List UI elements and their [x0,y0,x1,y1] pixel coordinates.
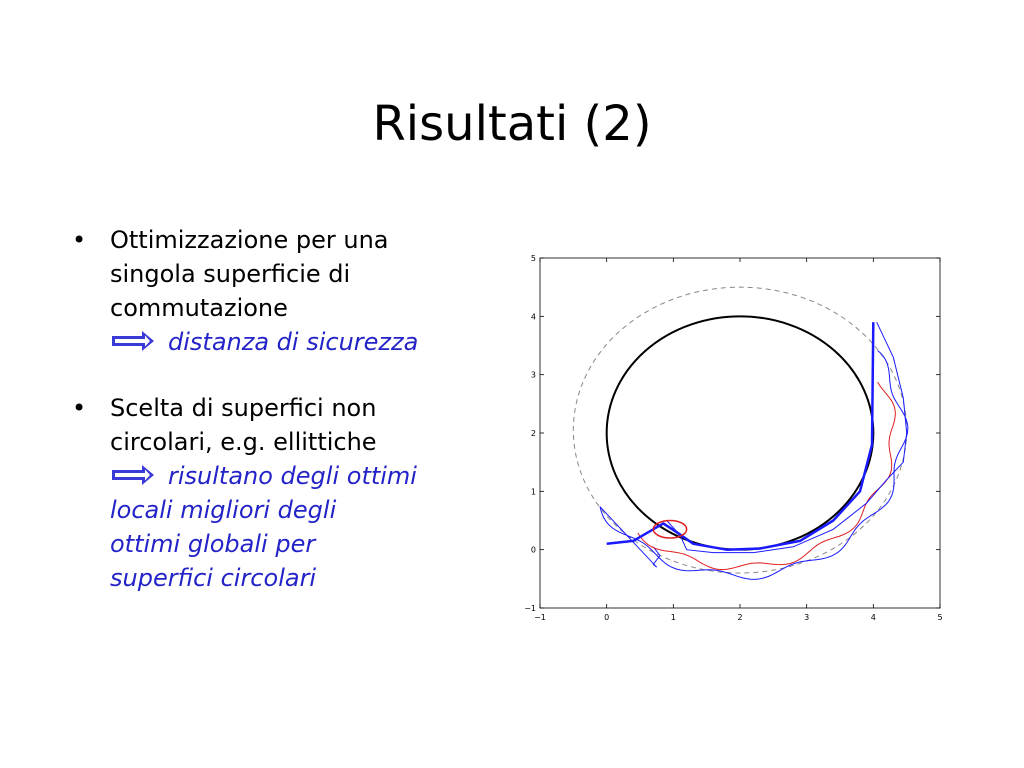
y-tick-label: 3 [530,370,536,380]
bullet-marker: • [72,226,87,254]
x-tick-label: −1 [534,613,546,620]
blue-return-trajectory [667,322,907,552]
trajectory-plot [520,250,950,620]
x-tick-label: 4 [870,613,876,620]
result-line: superfici circolari [110,564,317,592]
plot-border [540,258,940,608]
bullet-line: Ottimizzazione per una [110,226,389,254]
bullet-item-2 [70,391,490,595]
trajectory-figure [520,250,950,620]
result-line: ottimi globali per [110,530,316,558]
bullet-line: circolari, e.g. ellittiche [110,428,377,456]
plot-frame [540,258,940,608]
y-tick-label: 0 [530,545,536,555]
double-arrow-right-icon [110,330,156,352]
y-tick-label: 1 [530,487,536,497]
result-line: locali migliori degli [110,496,337,524]
black-circle [607,316,874,549]
bullet-marker: • [72,394,87,422]
result-text: risultano degli ottimi [168,462,417,490]
result-line [110,459,490,493]
result-line [110,325,490,359]
y-tick-label: −1 [524,604,536,613]
bullet-line: commutazione [110,294,288,322]
x-tick-label: 3 [804,613,810,620]
dashed-circle [573,287,906,573]
x-tick-label: 5 [937,613,943,620]
bullet-line: Scelta di superfici non [110,394,377,422]
y-tick-label: 2 [530,429,536,438]
y-tick-label: 5 [530,254,536,263]
bullet-list [70,223,490,627]
x-tick-label: 2 [737,613,743,620]
result-text: distanza di sicurezza [168,328,419,356]
double-arrow-right-icon [110,464,156,486]
x-tick-label: 0 [604,613,610,620]
plot-curves [573,287,908,579]
y-tick-label: 4 [530,312,536,322]
x-tick-label: 1 [670,613,676,620]
plot-ticks [524,254,942,620]
bullet-item-1 [70,223,490,359]
slide-title: Risultati (2) [372,96,652,152]
bullet-line: singola superficie di [110,260,351,288]
red-trajectory [638,382,896,569]
